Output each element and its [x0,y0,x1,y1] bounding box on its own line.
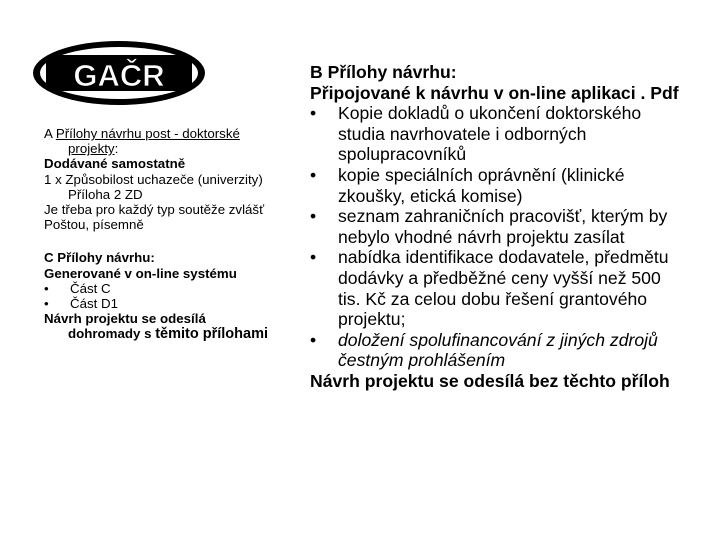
bullet-icon: • [310,329,317,350]
send-note [44,311,274,342]
supplied-item: 1 x Způsobilost uchazeče (univerzity) Příloha 2 ZD [44,171,263,202]
section-a-colon: : [114,141,119,157]
bullet-icon: • [44,280,49,296]
left-column [44,126,274,343]
list-item-label: Část D1 [70,296,119,312]
section-c-title: C Přílohy návrhu: [44,250,155,266]
bullet-icon: • [310,164,317,185]
section-c-generated: Generované v on-line systému [44,265,237,281]
footer-note: Návrh projektu se odesílá bez těchto příloh [310,370,670,391]
section-a-letter: A [44,126,53,141]
right-column [310,62,688,392]
list-item-label: Kopie dokladů o ukončení doktorského studia navrhovatele i odborných spolupracovníků [338,103,642,165]
list-item [310,103,688,165]
list-item [310,247,688,329]
section-b-title: B Přílohy návrhu: [310,62,457,82]
bullet-icon: • [44,296,49,312]
send-note-prefix: Návrh projektu se odesílá dohromady s [44,311,206,342]
list-item-label: doložení spolufinancování z jiných zdrojů čestným prohlášením [338,329,658,371]
section-a-heading [44,126,274,156]
list-item [44,296,274,311]
list-item [310,330,688,371]
list-item-label: kopie speciálních oprávnění (klinické zkoušky, etická komise) [338,164,625,206]
gacr-logo [30,38,208,108]
section-b-subtitle: Připojované k návrhu v on-line aplikaci . Pdf [310,82,679,103]
send-note-suffix: těmito přílohami [155,326,268,343]
bullet-icon: • [310,206,317,227]
bullet-icon: • [310,103,317,124]
supplied-title: Dodávané samostatně [44,156,186,172]
section-a-link[interactable]: Přílohy návrhu post - doktorské projekty [55,126,240,157]
list-item-label: Část C [70,280,111,296]
list-item [310,165,688,206]
logo-text: GAČR [73,58,165,93]
list-item-label: seznam zahraničních pracovišť, kterým by nebylo vhodné návrh projektu zasílat [338,206,668,247]
list-item [44,281,274,296]
list-item-label: nabídka identifikace dodavatele, předmětu dodávky a předběžné ceny vyšší než 500 tis. Kč za celou dobu řešení grantového projektu; [338,247,669,330]
bullet-icon: • [310,247,317,268]
delivery-note: Poštou, písemně [44,217,144,233]
each-type-note: Je třeba pro každý typ soutěže zvlášť [44,202,265,218]
list-item [310,206,688,247]
